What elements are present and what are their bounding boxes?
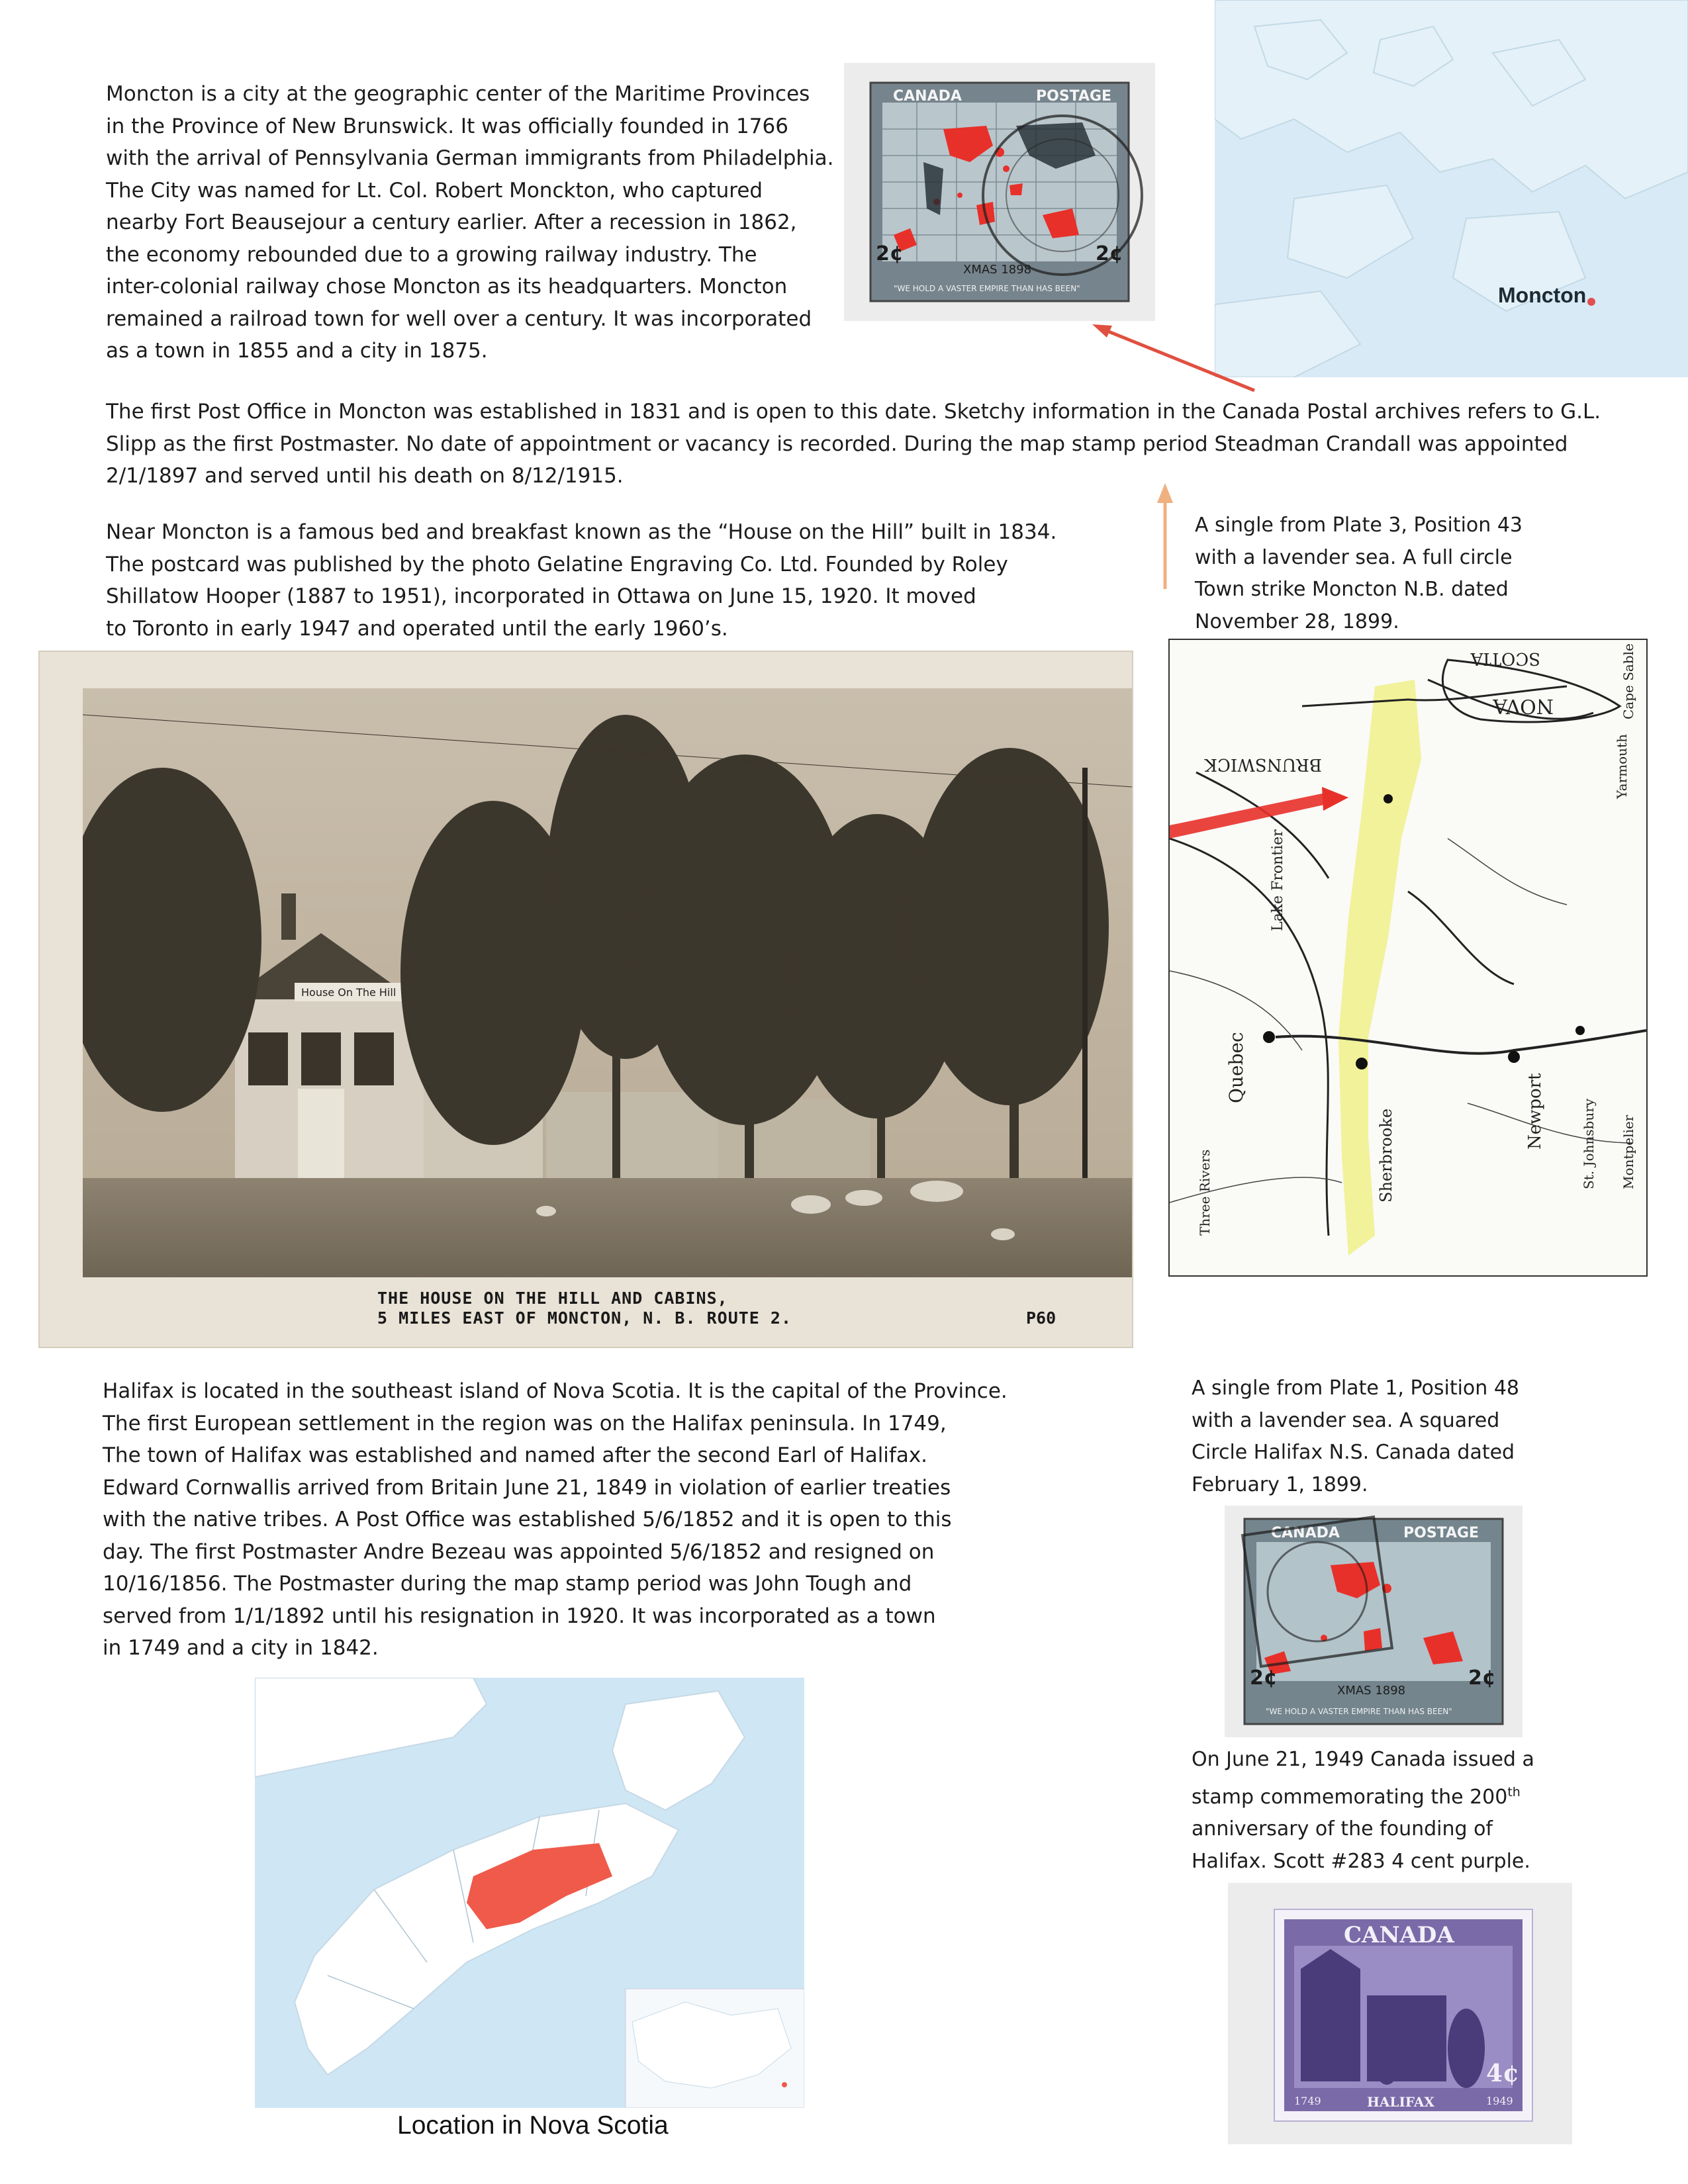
- moncton-stamp-caption: A single from Plate 3, Position 43 with a lavender sea. A full circle Town strike Moncton N.B. dated November 28, 1899.: [1195, 514, 1523, 633]
- map-label-st-johnsbury: St. Johnsbury: [1581, 1098, 1597, 1189]
- halifax-stamp-top-right: POSTAGE: [1403, 1525, 1479, 1541]
- halifax-1949-stamp: [1228, 1883, 1572, 2144]
- stamp-1898-motto: "WE HOLD A VASTER EMPIRE THAN HAS BEEN": [894, 284, 1080, 293]
- map-label-quebec: Quebec: [1225, 1032, 1247, 1103]
- commemorative-caption-line-4: Halifax. Scott #283 4 cent purple.: [1192, 1849, 1530, 1873]
- house-on-hill-postcard: [40, 652, 1132, 1347]
- stamp-1898-xmas-label: XMAS 1898: [963, 263, 1032, 277]
- map-label-cape-sable: Cape Sable: [1620, 643, 1636, 719]
- stamp-1898-value-right: 2¢: [1096, 242, 1123, 265]
- halifax-stamp-top-left: CANADA: [1271, 1525, 1340, 1541]
- commemorative-caption-superscript: th: [1507, 1784, 1521, 1799]
- stamp-1949-value: 4¢: [1486, 2060, 1520, 2087]
- map-label-nova: NOVA: [1493, 694, 1554, 717]
- commemorative-caption-line-2-text: stamp commemorating the 200: [1192, 1785, 1508, 1809]
- nova-scotia-location-map: [255, 1678, 804, 2108]
- halifax-stamp-xmas: XMAS 1898: [1337, 1684, 1406, 1698]
- house-sign: House On The Hill: [301, 986, 397, 999]
- moncton-map-stamp: [844, 63, 1155, 321]
- halifax-map-stamp: [1225, 1506, 1523, 1737]
- moncton-location-dot: [1587, 298, 1595, 306]
- moncton-intro-paragraph: Moncton is a city at the geographic center of the Maritime Provinces in the Province of New Brunswick. It was officially founded in 1766 with the arrival of Pennsylvania German immigrants from Philadelphia. The City was named for Lt. Col. Robert Monckton, who captured nearby Fort Beausejour a century earlier. After a recession in 1862, the economy rebounded due to a growing railway industry. The inter-colonial railway chose Moncton as its headquarters. Moncton remained a railroad town for well over a century. It was incorporated as a town in 1855 and a city in 1875.: [106, 82, 834, 363]
- canada-outline-map: [1215, 0, 1688, 377]
- railway-map-image: [1170, 640, 1646, 1275]
- commemorative-caption-line-2: [1192, 1776, 1562, 1814]
- map-label-three-rivers: Three Rivers: [1197, 1149, 1213, 1236]
- stamp-1949-year-right: 1949: [1486, 2095, 1513, 2107]
- stamp-1898-top-left-label: CANADA: [893, 88, 962, 105]
- halifax-stamp-caption: A single from Plate 1, Position 48 with a lavender sea. A squared Circle Halifax N.S. Canada dated February 1, 1899.: [1192, 1377, 1519, 1496]
- map-label-montpelier: Montpelier: [1620, 1115, 1636, 1189]
- map-label-scotia: SCOTIA: [1470, 649, 1540, 668]
- postcard-caption-line-2: 5 MILES EAST OF MONCTON, N. B. ROUTE 2.: [377, 1308, 792, 1328]
- stamp-1949-image: [1228, 1883, 1572, 2144]
- postcard-number: P60: [1026, 1308, 1056, 1328]
- railway-map: [1168, 639, 1648, 1277]
- moncton-post-office-paragraph: The first Post Office in Moncton was established in 1831 and is open to this date. Sketchy information in the Canada Postal archives refers to G.L. Slipp as the first Postmaster. No date of appointment or vacancy is recorded. During the map stamp period Steadman Crandall was appointed 2/1/1897 and served until his death on 8/12/1915.: [106, 400, 1601, 488]
- map-stamp-1898-image: [844, 63, 1155, 321]
- postcard-caption-line-1: THE HOUSE ON THE HILL AND CABINS,: [377, 1289, 728, 1308]
- commemorative-stamp-caption: [1192, 1744, 1562, 1878]
- moncton-location-map: [1215, 0, 1688, 377]
- map-label-brunswick: BRUNSWICK: [1204, 754, 1322, 774]
- nova-scotia-map-caption: Location in Nova Scotia: [397, 2111, 669, 2140]
- halifax-stamp-motto: "WE HOLD A VASTER EMPIRE THAN HAS BEEN": [1266, 1707, 1452, 1716]
- halifax-stamp-value-right: 2¢: [1468, 1666, 1496, 1690]
- map-stamp-halifax-image: [1225, 1506, 1523, 1737]
- moncton-map-label: Moncton: [1498, 283, 1587, 307]
- map-label-yarmouth: Yarmouth: [1614, 734, 1630, 799]
- house-on-hill-paragraph: Near Moncton is a famous bed and breakfast known as the “House on the Hill” built in 1834. The postcard was published by the photo Gelatine Engraving Co. Ltd. Founded by Roley Shillatow Hooper (1887 to 1951), incorporated in Ottawa on June 15, 1920. It moved to Toronto in early 1947 and operated until the early 1960’s.: [106, 520, 1057, 641]
- map-label-newport: Newport: [1525, 1073, 1545, 1150]
- commemorative-caption-line-1: On June 21, 1949 Canada issued a: [1192, 1748, 1534, 1771]
- stamp-1949-year-left: 1749: [1294, 2095, 1321, 2107]
- commemorative-caption-line-3: anniversary of the founding of: [1192, 1817, 1493, 1841]
- map-label-sherbrooke: Sherbrooke: [1377, 1108, 1395, 1203]
- nova-scotia-map-image: [255, 1678, 804, 2108]
- halifax-paragraph: Halifax is located in the southeast island of Nova Scotia. It is the capital of the Province. The first European settlement in the region was on the Halifax peninsula. In 1749, The town of Halifax was established and named after the second Earl of Halifax. Edward Cornwallis arrived from Britain June 21, 1849 in violation of earlier treaties with the native tribes. A Post Office was established 5/6/1852 and it is open to this day. The first Postmaster Andre Bezeau was appointed 5/6/1852 and resigned on 10/16/1856. The Postmaster during the map stamp period was John Tough and served from 1/1/1892 until his resignation in 1920. It was incorporated as a town in 1749 and a city in 1842.: [103, 1379, 1008, 1660]
- stamp-1898-value-left: 2¢: [876, 242, 904, 265]
- stamp-1949-country: CANADA: [1344, 1922, 1454, 1948]
- halifax-stamp-value-left: 2¢: [1250, 1666, 1278, 1690]
- stamp-1949-name: HALIFAX: [1367, 2094, 1434, 2110]
- map-label-lake-frontier: Lake Frontier: [1270, 829, 1286, 931]
- stamp-1898-top-right-label: POSTAGE: [1036, 88, 1112, 105]
- postcard-photograph: [83, 688, 1132, 1277]
